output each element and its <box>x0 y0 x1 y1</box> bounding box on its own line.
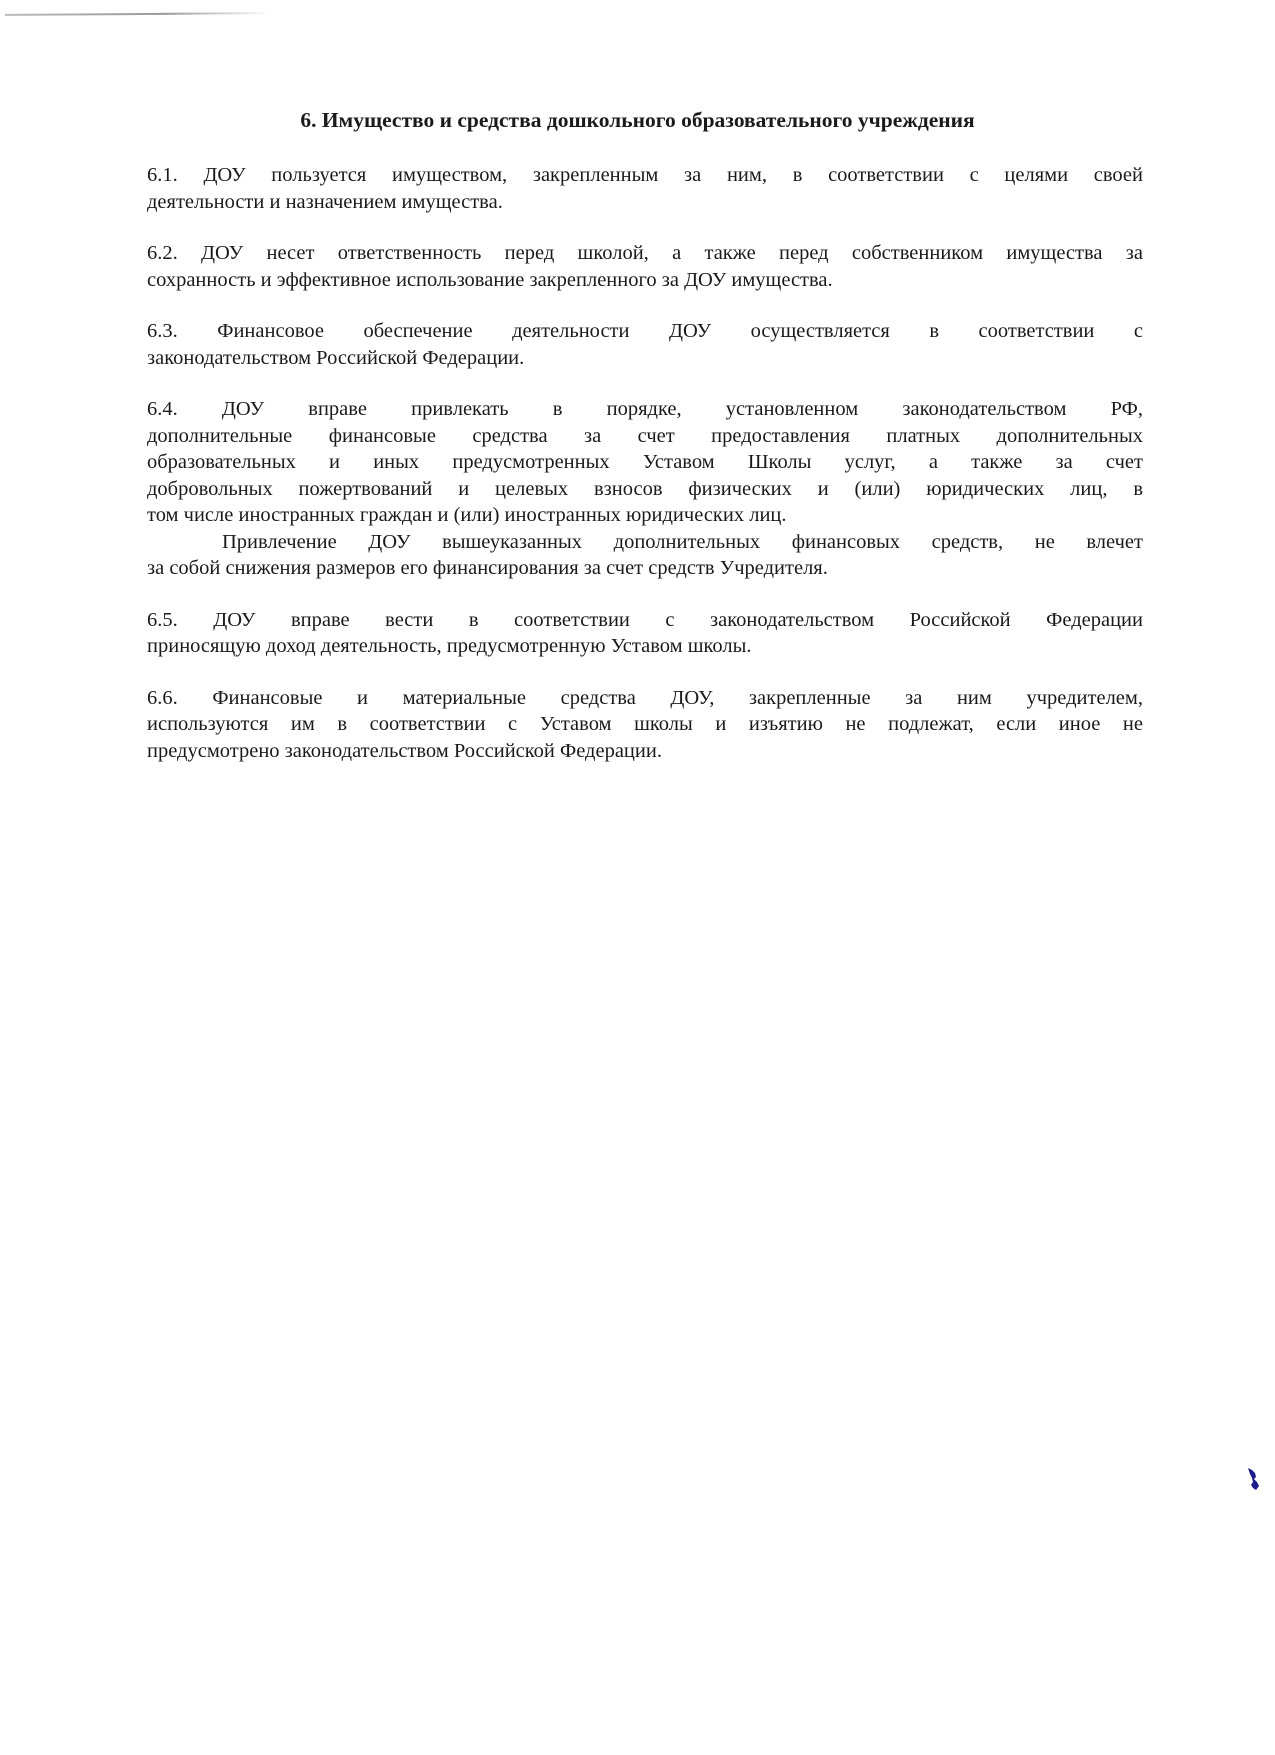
text-line: 6.6. Финансовые и материальные средства ДОУ, закрепленные за ним учредителем, <box>147 686 1143 709</box>
paragraph-6-1 <box>147 162 1143 215</box>
text-line: 6.5. ДОУ вправе вести в соответствии с законодательством Российской Федерации <box>147 608 1143 631</box>
text-line: дополнительные финансовые средства за счет предоставления платных дополнительных <box>147 424 1143 447</box>
text-line: за собой снижения размеров его финансирования за счет средств Учредителя. <box>147 557 828 579</box>
paragraph-6-4 <box>147 396 1143 529</box>
text-line: образовательных и иных предусмотренных Уставом Школы услуг, а также за счет <box>147 451 1143 473</box>
paragraph-6-2 <box>147 240 1143 293</box>
text-line: законодательством Российской Федерации. <box>147 346 525 369</box>
text-line: 6.3. Финансовое обеспечение деятельности ДОУ осуществляется в соответствии с <box>147 320 1143 342</box>
text-line: том числе иностранных граждан и (или) иностранных юридических лиц. <box>147 504 787 526</box>
paragraph-6-3 <box>147 318 1143 371</box>
scan-edge-line <box>5 12 270 16</box>
text-line: деятельности и назначением имущества. <box>147 190 503 213</box>
text-line: добровольных пожертвований и целевых взносов физических и (или) юридических лиц, в <box>147 477 1143 500</box>
paragraph-6-5 <box>147 607 1143 660</box>
text-line: 6.4. ДОУ вправе привлекать в порядке, установленном законодательством РФ, <box>147 398 1143 420</box>
section-title: 6. Имущество и средства дошкольного образовательного учреждения <box>300 108 975 132</box>
paragraph-6-4-continuation <box>147 529 1143 582</box>
text-line: предусмотрено законодательством Российской Федерации. <box>147 739 662 762</box>
paragraph-6-6 <box>147 685 1143 765</box>
pen-mark <box>1247 1467 1261 1491</box>
document-body <box>147 162 1143 789</box>
text-line: используются им в соответствии с Уставом школы и изъятию не подлежат, если иное не <box>147 713 1143 735</box>
text-line: 6.1. ДОУ пользуется имуществом, закрепленным за ним, в соответствии с целями своей <box>147 164 1143 186</box>
text-line: приносящую доход деятельность, предусмотренную Уставом школы. <box>147 635 752 657</box>
text-line: Привлечение ДОУ вышеуказанных дополнительных финансовых средств, не влечет <box>222 530 1143 553</box>
text-line: 6.2. ДОУ несет ответственность перед школой, а также перед собственником имущества за <box>147 242 1143 264</box>
text-line: сохранность и эффективное использование закрепленного за ДОУ имущества. <box>147 268 833 291</box>
